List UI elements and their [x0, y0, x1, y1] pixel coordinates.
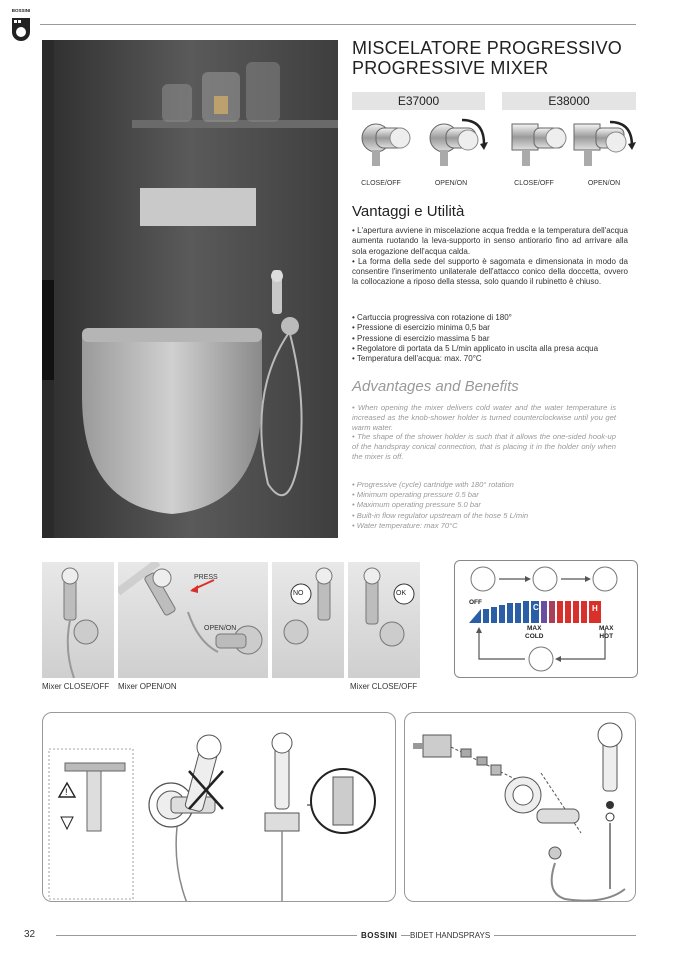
list-item: • Pressione di esercizio minima 0,5 bar: [352, 323, 490, 333]
ok-badge: OK: [396, 590, 407, 597]
list-item: • Minimum operating pressure 0.5 bar: [352, 490, 479, 500]
list-item: • Water temperature: max 70°C: [352, 520, 458, 530]
english-paragraph-1: • When opening the mixer delivers cold water and the water temperature is increased as the knob-shower holder is turned counterclockwise until you get warm water.: [352, 403, 616, 432]
caption-mixer-close: Mixer CLOSE/OFF: [42, 682, 110, 691]
code-e37000: E37000: [352, 92, 485, 110]
list-item: • Temperatura dell'acqua: max. 70°C: [352, 354, 482, 364]
english-paragraph-2: • The shape of the shower holder is such that it allows the one-sided hook-up of the handspray conical connection, that is placing it in the holder only when the mixer is off.: [352, 432, 616, 461]
list-item: • Progressive (cycle) cartridge with 180° rotation: [352, 480, 514, 489]
list-item: • Pressione di esercizio massima 5 bar: [352, 333, 490, 343]
thumb-mixer-open: [118, 562, 268, 678]
cold-letter: C: [533, 603, 539, 612]
italian-description: [352, 226, 628, 288]
off-label: OFF: [469, 599, 482, 606]
thumb-ok: [348, 562, 420, 678]
product-variants-image: [354, 116, 638, 180]
footer-section: BIDET HANDSPRAYS: [410, 931, 494, 940]
page-title: [352, 38, 642, 78]
footer-rule: [56, 935, 636, 936]
list-item: • Built-in flow regulator upstream of the hose 5 L/min: [352, 510, 529, 520]
bathroom-photo: [42, 40, 338, 538]
bossini-logo: [10, 8, 32, 44]
italian-paragraph-1: • L'apertura avviene in miscelazione acqua fredda e la temperatura dell'acqua aumenta ruotando la leva-supporto in senso antiorario fino ad arrivare alla sola erogazione dell'acqua calda.: [352, 226, 628, 256]
installation-drawing-left: [42, 712, 396, 902]
english-description: [352, 403, 616, 462]
title-italian: MISCELATORE PROGRESSIVO: [352, 38, 622, 58]
italian-specs-list: [352, 313, 642, 364]
thumb-no: [272, 562, 344, 678]
title-english: PROGRESSIVE MIXER: [352, 58, 549, 78]
page-number: 32: [24, 929, 39, 940]
exploded-view-drawing: [404, 712, 636, 902]
header-rule: [40, 24, 636, 25]
openon-label: OPEN/ON: [204, 625, 237, 632]
caption-e38000-close: CLOSE/OFF: [514, 180, 554, 187]
caption-e37000-open: OPEN/ON: [434, 180, 468, 187]
max-hot-label: MAX HOT: [599, 625, 614, 640]
list-item: • Cartuccia progressiva con rotazione di 180°: [352, 313, 512, 322]
heading-english: Advantages and Benefits: [352, 378, 519, 395]
svg-text:!: !: [65, 787, 68, 797]
english-specs-list: [352, 480, 642, 531]
no-badge: NO: [293, 590, 304, 597]
logo-brand-text: BOSSINI: [11, 8, 31, 13]
thumb-mixer-close: [42, 562, 114, 678]
caption-e37000-close: CLOSE/OFF: [361, 180, 401, 187]
caption-mixer-open: Mixer OPEN/ON: [118, 682, 177, 691]
footer-brand: BOSSINI: [357, 931, 401, 940]
press-label: PRESS: [194, 574, 218, 581]
code-e38000: E38000: [502, 92, 636, 110]
italian-paragraph-2: • La forma della sede del supporto è sagomata e dimensionata in modo da consentire l'inserimento unilaterale dell'attacco conico della doccetta, ovvero la collocazione a riposo della stessa, solo quando il rubinetto è chiuso.: [352, 256, 628, 287]
temperature-rotation-diagram: [454, 560, 638, 678]
caption-e38000-open: OPEN/ON: [587, 180, 621, 187]
heading-italian: Vantaggi e Utilità: [352, 203, 465, 220]
hot-letter: H: [592, 604, 598, 613]
max-cold-label: MAX COLD: [525, 625, 544, 640]
list-item: • Regolatore di portata da 5 L/min applicato in uscita alla presa acqua: [352, 343, 599, 353]
caption-mixer-close-2: Mixer CLOSE/OFF: [350, 682, 418, 691]
list-item: • Maximum operating pressure 5.0 bar: [352, 500, 481, 510]
